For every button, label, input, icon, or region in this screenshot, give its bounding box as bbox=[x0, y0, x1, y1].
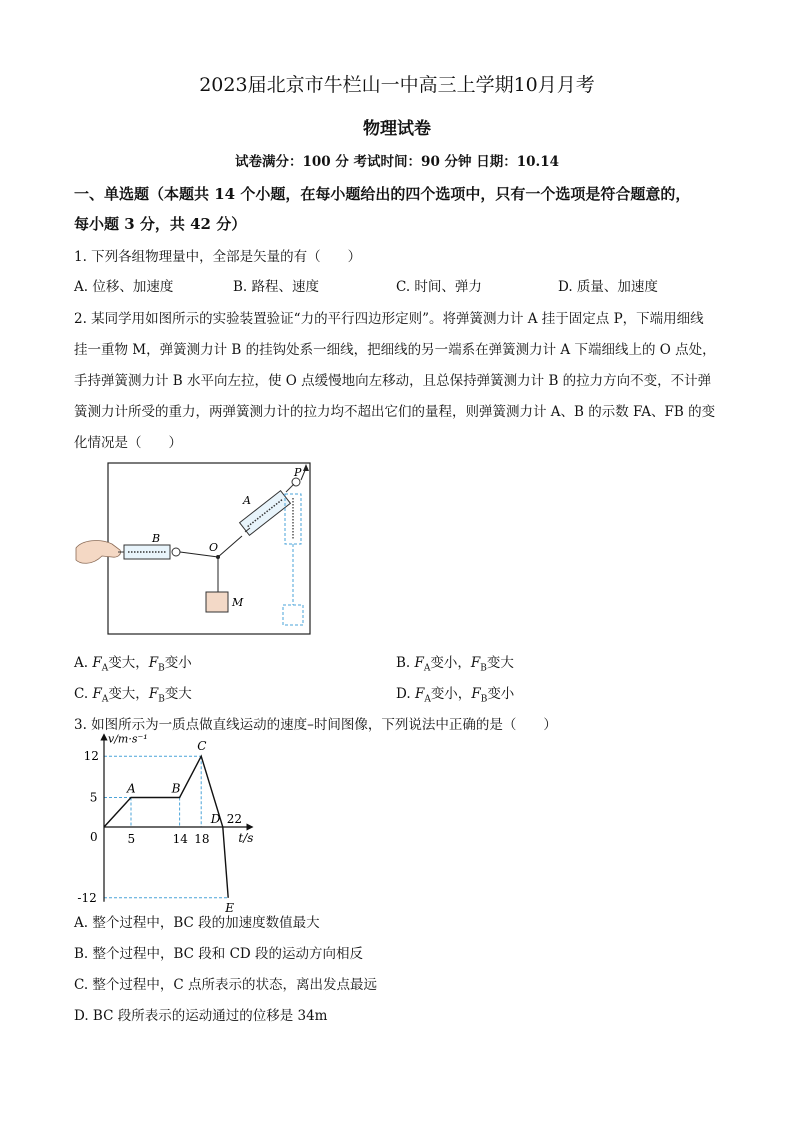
label-a: A bbox=[243, 494, 251, 507]
velocity-time-chart bbox=[77, 732, 300, 915]
y-tick-neg12: -12 bbox=[77, 890, 97, 905]
y-axis-label: v/m·s⁻¹ bbox=[108, 732, 148, 746]
point-label-e: E bbox=[225, 900, 234, 915]
section-heading-line1: 一、单选题（本题共 14 个小题，在每小题给出的四个选项中，只有一个选项是符合题意的， bbox=[74, 185, 691, 203]
x-axis-label: t/s bbox=[238, 831, 254, 845]
x-tick-22: 22 bbox=[226, 812, 243, 826]
exam-meta: 试卷满分：100 分 考试时间：90 分钟 日期：10.14 bbox=[234, 154, 560, 170]
point-label-d: D bbox=[210, 812, 221, 826]
q1-stem: 1. 下列各组物理量中，全部是矢量的有（ ） bbox=[74, 249, 362, 265]
q2-option-d: D. $F_A$变小，$F_B$变小 bbox=[396, 686, 515, 705]
section-heading-line2: 每小题 3 分，共 42 分） bbox=[74, 215, 247, 233]
label-m: M bbox=[232, 596, 244, 609]
point-label-b: B bbox=[171, 781, 181, 796]
x-tick-0: 0 bbox=[90, 830, 98, 844]
weight-m bbox=[206, 592, 228, 612]
q3-stem: 3. 如图所示为一质点做直线运动的速度–时间图像，下列说法中正确的是（ ） bbox=[74, 717, 557, 733]
q3-option-a: A. 整个过程中，BC 段的加速度数值最大 bbox=[74, 915, 320, 931]
label-b: B bbox=[152, 532, 161, 545]
q3-option-d: D. BC 段所表示的运动通过的位移是 34m bbox=[74, 1008, 328, 1024]
exam-title: 2023届北京市牛栏山一中高三上学期10月月考 bbox=[199, 74, 595, 96]
q1-option-a: A. 位移、加速度 bbox=[74, 279, 174, 295]
label-p: P bbox=[294, 466, 302, 479]
y-tick-12: 12 bbox=[83, 749, 99, 764]
x-tick-5: 5 bbox=[127, 832, 136, 846]
label-o: O bbox=[209, 541, 219, 554]
q2-apparatus-figure bbox=[72, 460, 322, 638]
q2-stem-line2: 挂一重物 M，弹簧测力计 B 的挂钩处系一细线，把细线的另一端系在弹簧测力计 A 下端细线上的 O 点处， bbox=[74, 342, 716, 358]
point-label-a: A bbox=[127, 781, 136, 796]
x-tick-14: 14 bbox=[172, 832, 188, 846]
q1-option-b: B. 路程、速度 bbox=[233, 279, 320, 295]
q3-option-c: C. 整个过程中，C 点所表示的状态，离出发点最远 bbox=[74, 977, 378, 993]
exam-subtitle: 物理试卷 bbox=[363, 119, 431, 139]
q3-option-b: B. 整个过程中，BC 段和 CD 段的运动方向相反 bbox=[74, 946, 364, 962]
point-label-c: C bbox=[197, 739, 207, 754]
q2-option-a: A. $F_A$变大，$F_B$变小 bbox=[74, 655, 192, 674]
q2-stem-line3: 手持弹簧测力计 B 水平向左拉，使 O 点缓慢地向左移动，且总保持弹簧测力计 B 的拉力方向不变，不计弹 bbox=[74, 373, 712, 389]
q2-option-c: C. $F_A$变大，$F_B$变大 bbox=[74, 686, 192, 705]
x-tick-18: 18 bbox=[194, 832, 210, 846]
q2-option-b: B. $F_A$变小，$F_B$变大 bbox=[396, 655, 514, 674]
q2-stem-line1: 2. 某同学用如图所示的实验装置验证“力的平行四边形定则”。将弹簧测力计 A 挂于固定点 P，下端用细线 bbox=[74, 311, 704, 327]
q1-option-c: C. 时间、弹力 bbox=[396, 279, 482, 295]
q2-stem-line5: 化情况是（ ） bbox=[74, 435, 182, 451]
q2-stem-line4: 簧测力计所受的重力，两弹簧测力计的拉力均不超出它们的量程，则弹簧测力计 A、B 的示数 FA、FB 的变 bbox=[74, 404, 716, 420]
q1-option-d: D. 质量、加速度 bbox=[558, 279, 658, 295]
y-tick-5: 5 bbox=[89, 790, 98, 805]
